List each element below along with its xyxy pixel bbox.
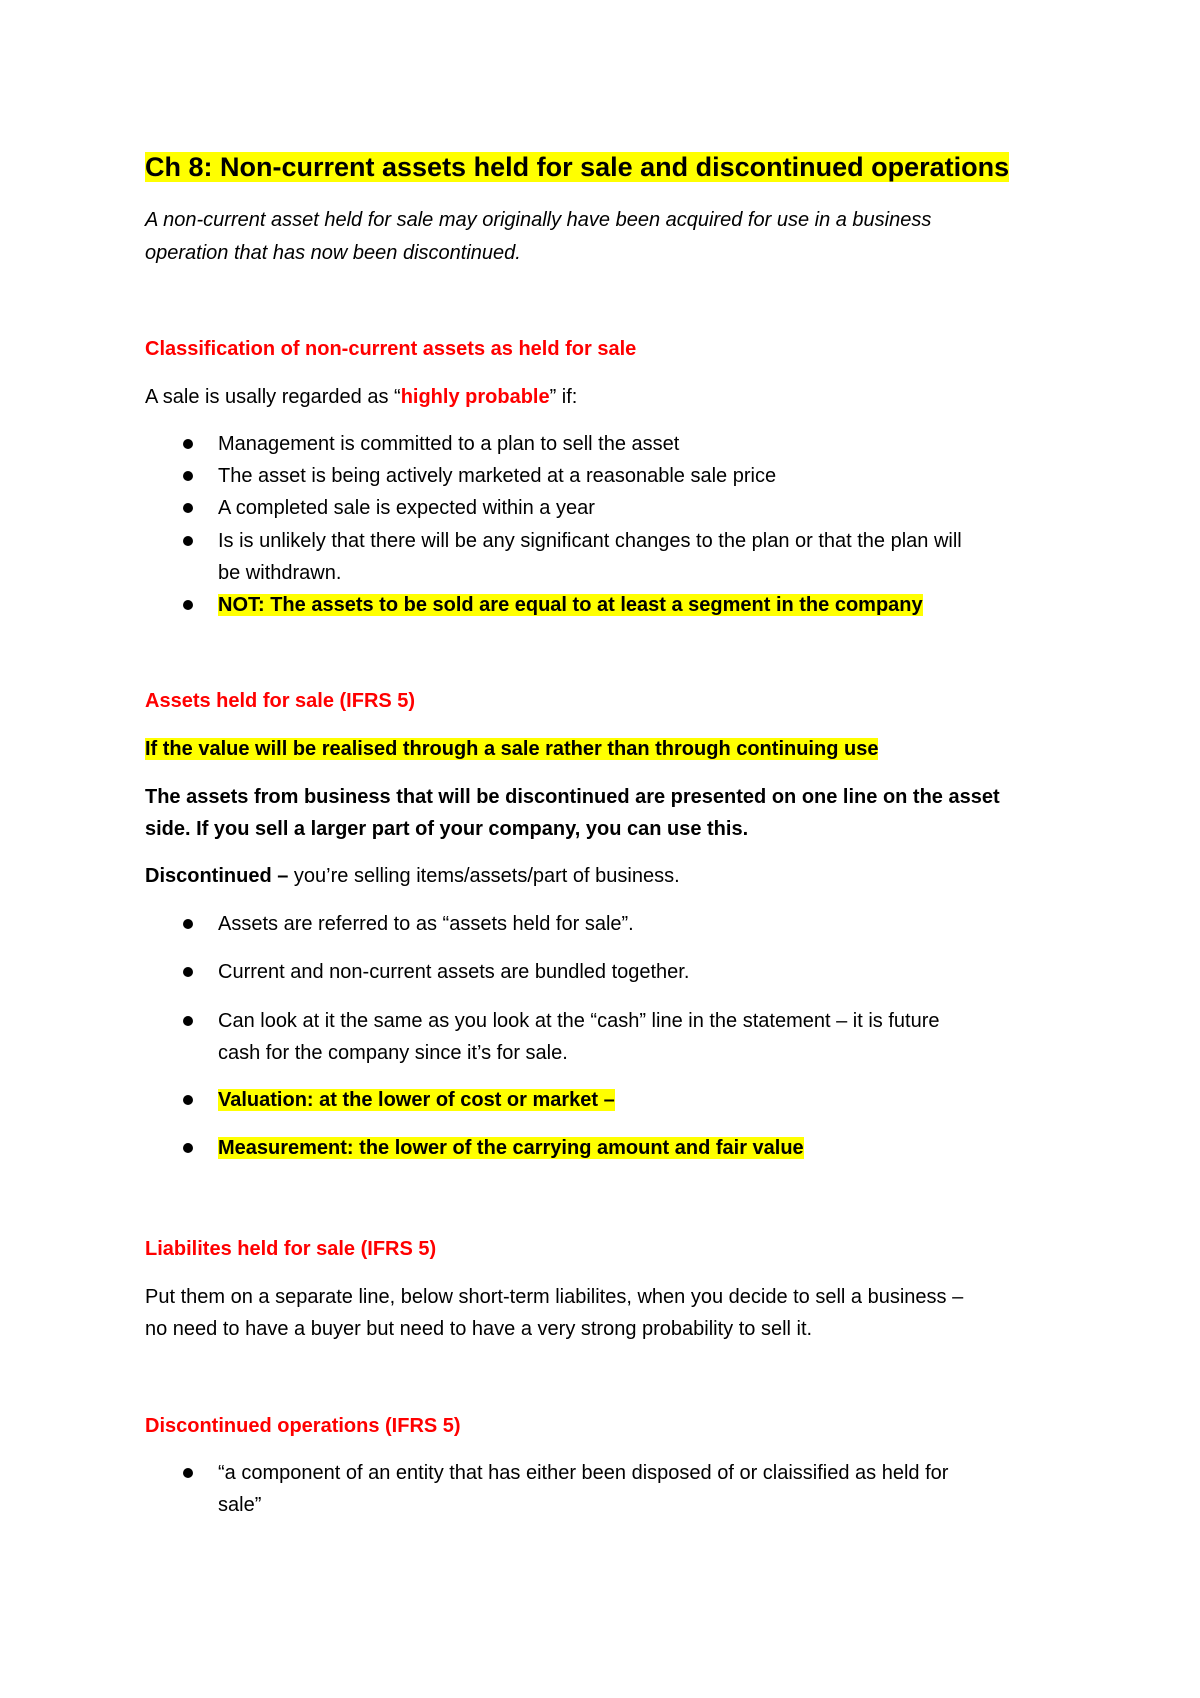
intro-line-2: operation that has now been discontinued. (145, 242, 521, 264)
list-item: Can look at it the same as you look at the “cash” line in the statement – it is future (218, 1010, 940, 1032)
section-heading-classification: Classification of non-current assets as held for sale (145, 338, 637, 360)
section-heading-assets-held: Assets held for sale (IFRS 5) (145, 690, 416, 712)
bold-para-line-1: The assets from business that will be discontinued are presented on one line on the asset (145, 786, 1000, 808)
bullet-dot (183, 536, 193, 546)
bullet-dot (183, 503, 193, 513)
list-item-highlighted: Valuation: at the lower of cost or market – (218, 1089, 615, 1111)
probable-lead-text: A sale is usally regarded as “highly probable” if: (145, 386, 578, 408)
highlight-line: If the value will be realised through a sale rather than through continuing use (145, 738, 879, 760)
liabilities-para-line-1: Put them on a separate line, below short-term liabilites, when you decide to sell a business – (145, 1286, 964, 1308)
bullet-dot (183, 1095, 193, 1105)
bullet-dot (183, 471, 193, 481)
bullet-dot (183, 967, 193, 977)
list-item: Assets are referred to as “assets held for sale”. (218, 913, 634, 935)
page-title: Ch 8: Non-current assets held for sale and discontinued operations (145, 152, 1010, 182)
list-item-highlighted: NOT: The assets to be sold are equal to at least a segment in the company (218, 594, 923, 616)
liabilities-para-line-2: no need to have a buyer but need to have a very strong probability to sell it. (145, 1318, 813, 1340)
list-item-continuation: be withdrawn. (218, 562, 342, 584)
bullet-dot (183, 600, 193, 610)
list-item: Management is committed to a plan to sell the asset (218, 433, 680, 455)
section-heading-liabilities: Liabilites held for sale (IFRS 5) (145, 1238, 437, 1260)
highly-probable-term: highly probable (400, 386, 550, 408)
discontinued-definition: Discontinued – you’re selling items/assets/part of business. (145, 865, 680, 887)
bullet-dot (183, 1468, 193, 1478)
intro-line-1: A non-current asset held for sale may originally have been acquired for use in a business (145, 209, 932, 231)
list-item: Is is unlikely that there will be any significant changes to the plan or that the plan will (218, 530, 962, 552)
list-item: “a component of an entity that has either been disposed of or claissified as held for (218, 1462, 949, 1484)
list-item-highlighted: Measurement: the lower of the carrying amount and fair value (218, 1137, 804, 1159)
bullet-dot (183, 919, 193, 929)
list-item-continuation: cash for the company since it’s for sale. (218, 1042, 568, 1064)
list-item: The asset is being actively marketed at a reasonable sale price (218, 465, 777, 487)
bullet-dot (183, 439, 193, 449)
bullet-dot (183, 1143, 193, 1153)
list-item: A completed sale is expected within a year (218, 497, 595, 519)
list-item: Current and non-current assets are bundled together. (218, 961, 690, 983)
section-heading-discontinued-ops: Discontinued operations (IFRS 5) (145, 1415, 461, 1437)
bullet-dot (183, 1016, 193, 1026)
bold-para-line-2: side. If you sell a larger part of your company, you can use this. (145, 818, 749, 840)
list-item-continuation: sale” (218, 1494, 262, 1516)
